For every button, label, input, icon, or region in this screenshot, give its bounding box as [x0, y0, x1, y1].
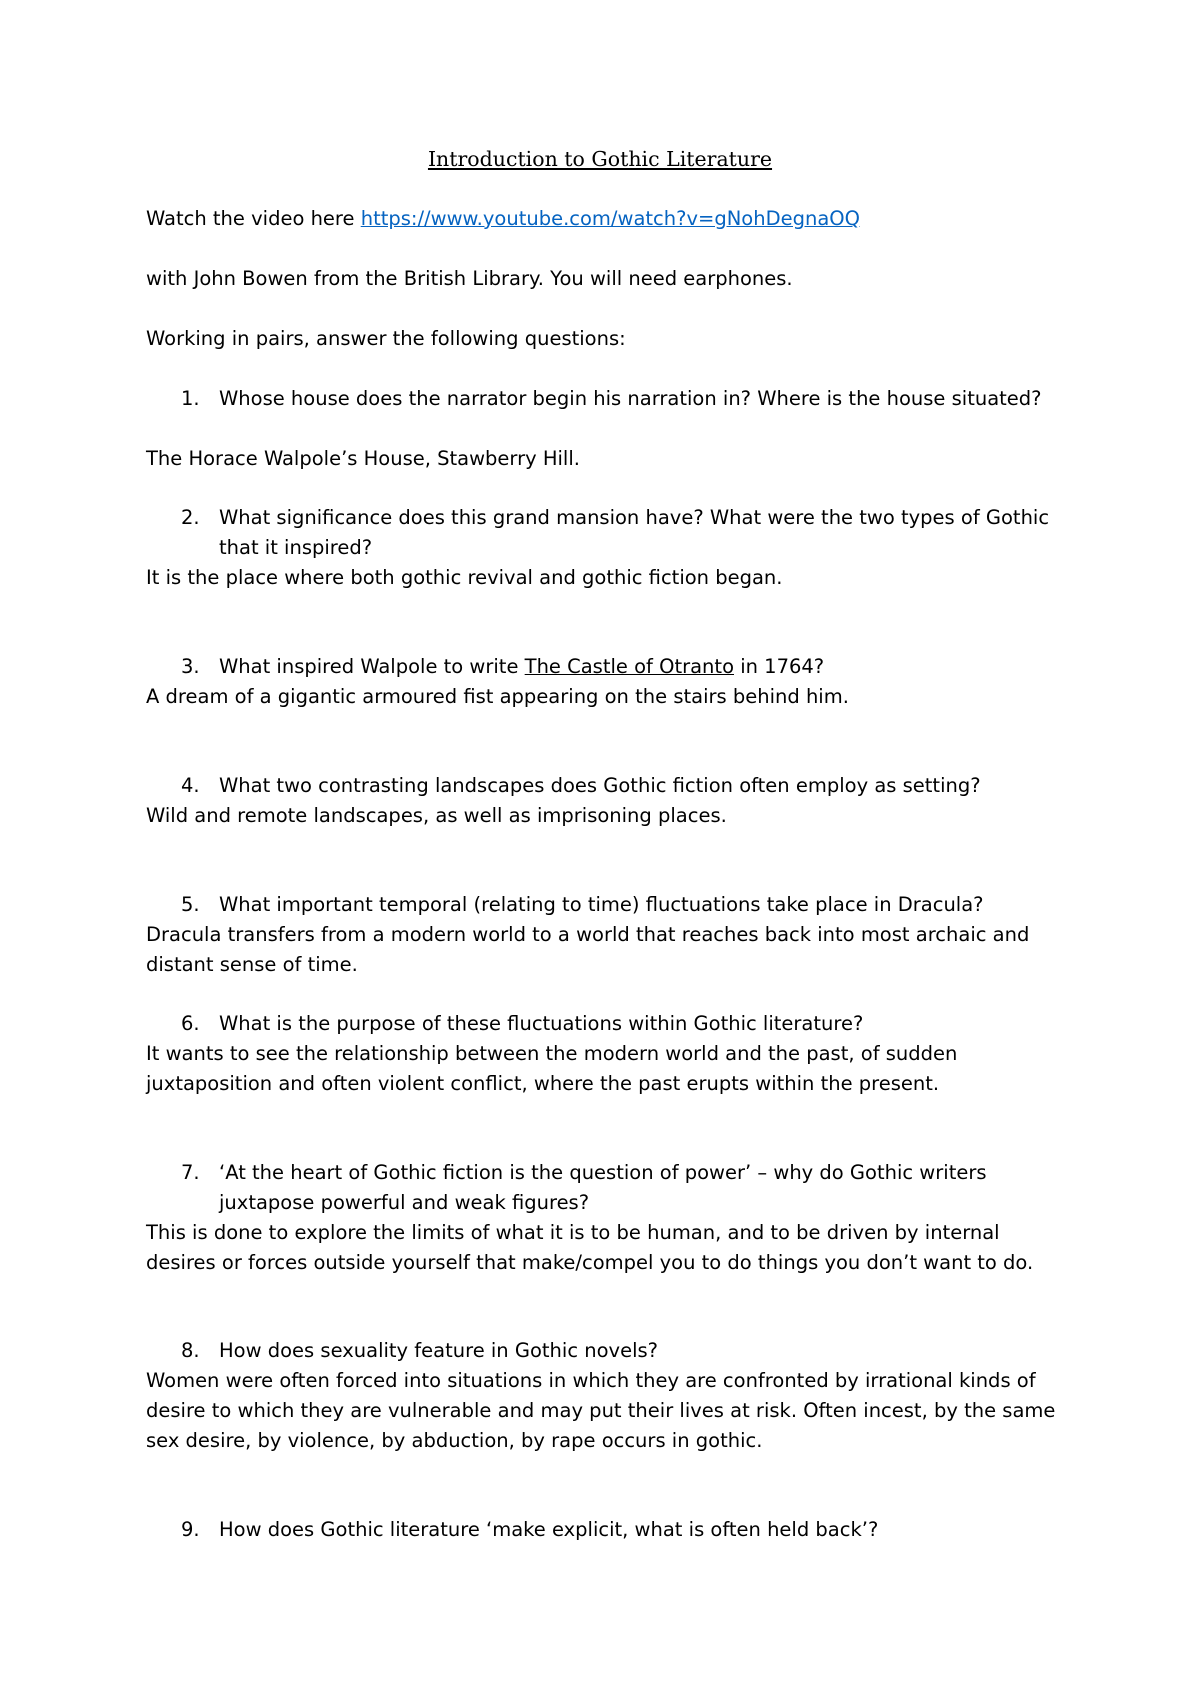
- answer-text: Wild and remote landscapes, as well as imprisoning places.: [146, 804, 727, 827]
- answer-text: juxtaposition and often violent conflict, where the past erupts within the present.: [146, 1072, 940, 1095]
- answer-text: desires or forces outside yourself that make/compel you to do things you don’t want to do.: [146, 1251, 1034, 1274]
- question-text: that it inspired?: [219, 536, 373, 559]
- answer-text: sex desire, by violence, by abduction, by rape occurs in gothic.: [146, 1429, 763, 1452]
- answer-text: Dracula transfers from a modern world to a world that reaches back into most archaic and: [146, 923, 1030, 946]
- instructions: Working in pairs, answer the following questions:: [146, 327, 626, 350]
- question-text: What important temporal (relating to time) fluctuations take place in Dracula?: [219, 893, 984, 916]
- question-text: juxtapose powerful and weak figures?: [219, 1191, 590, 1214]
- answer-text: The Horace Walpole’s House, Stawberry Hill.: [146, 447, 580, 470]
- watch-line: [146, 204, 860, 234]
- question-text: [219, 652, 824, 682]
- book-title: The Castle of Otranto: [524, 655, 734, 678]
- answer-text: It is the place where both gothic revival and gothic fiction began.: [146, 566, 783, 589]
- answer-text: Women were often forced into situations in which they are confronted by irrational kinds of: [146, 1369, 1036, 1392]
- question-number: 3.: [181, 655, 200, 678]
- question-number: 2.: [181, 506, 200, 529]
- with-line: with John Bowen from the British Library. You will need earphones.: [146, 267, 793, 290]
- question-text: How does sexuality feature in Gothic novels?: [219, 1339, 658, 1362]
- question-text: How does Gothic literature ‘make explicit, what is often held back’?: [219, 1518, 879, 1541]
- answer-text: desire to which they are vulnerable and may put their lives at risk. Often incest, by the same: [146, 1399, 1056, 1422]
- question-number: 7.: [181, 1161, 200, 1184]
- answer-text: It wants to see the relationship between the modern world and the past, of sudden: [146, 1042, 958, 1065]
- question-text: What significance does this grand mansion have? What were the two types of Gothic: [219, 506, 1050, 529]
- video-link[interactable]: https://www.youtube.com/watch?v=gNohDegnaOQ: [360, 207, 860, 230]
- question-number: 5.: [181, 893, 200, 916]
- question-text: Whose house does the narrator begin his narration in? Where is the house situated?: [219, 387, 1042, 410]
- question-number: 8.: [181, 1339, 200, 1362]
- question-number: 6.: [181, 1012, 200, 1035]
- question-text: What is the purpose of these fluctuations within Gothic literature?: [219, 1012, 864, 1035]
- watch-prefix: Watch the video here: [146, 207, 361, 230]
- question-number: 9.: [181, 1518, 200, 1541]
- question-text-pre: What inspired Walpole to write: [219, 655, 525, 678]
- answer-text: A dream of a gigantic armoured fist appearing on the stairs behind him.: [146, 685, 849, 708]
- answer-text: This is done to explore the limits of what it is to be human, and to be driven by internal: [146, 1221, 1000, 1244]
- question-text: What two contrasting landscapes does Gothic fiction often employ as setting?: [219, 774, 981, 797]
- question-text-post: in 1764?: [734, 655, 825, 678]
- answer-text: distant sense of time.: [146, 953, 358, 976]
- question-number: 1.: [181, 387, 200, 410]
- question-text: ‘At the heart of Gothic fiction is the question of power’ – why do Gothic writers: [219, 1161, 987, 1184]
- page-title: Introduction to Gothic Literature: [427, 147, 773, 171]
- question-number: 4.: [181, 774, 200, 797]
